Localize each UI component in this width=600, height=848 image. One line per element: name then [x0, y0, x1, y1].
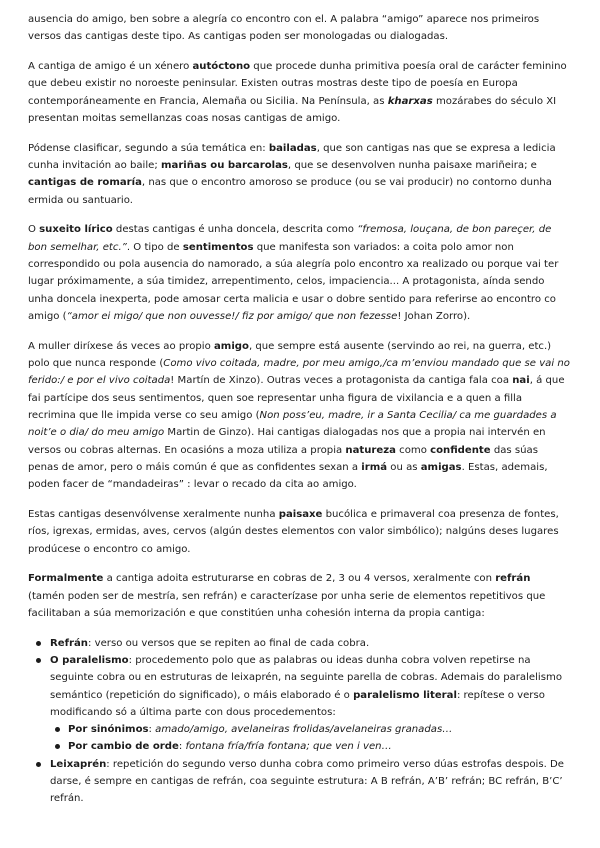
quote-johan-zorro: “amor ei migo/ que non ouvesse!/ fiz por amigo/ que non fezesse	[66, 310, 398, 322]
bullet-icon	[55, 744, 60, 749]
repetition-elements-list	[28, 635, 570, 808]
quote-martin-xinzo: Como vivo coitada, madre, por meu amigo,/ca m’enviou mandado que se vai no ferido:/ e por el vivo coitada	[28, 358, 570, 387]
term-paisaxe: paisaxe	[278, 508, 323, 520]
term-suxeito-lirico: suxeito lírico	[39, 224, 113, 236]
term-marinas: mariñas ou barcarolas	[160, 160, 288, 172]
paragraph-classification: Pódense clasificar, segundo a súa temática en: bailadas, que son cantigas nas que se expresa a ledicia cunha invitación ao baile; mariñas ou barcarolas, que se desenvolven nunha paisaxe mariñeira; e cantigas de romaría, nas que o encontro amoroso se produce (ou se vai producir) no contorno dunha ermida ou santuario.	[28, 142, 556, 206]
term-confidente: confidente	[430, 444, 491, 456]
bullet-icon	[36, 762, 41, 767]
term-sentimentos: sentimentos	[182, 241, 254, 253]
quote-martin-ginzo: Non poss’eu, madre, ir a Santa Cecilia/ ca me guardades a noit’e o dia/ do meu amigo	[28, 409, 557, 439]
term-irma: irmá	[361, 461, 388, 473]
term-autoctono: autóctono	[192, 61, 251, 73]
term-amigo: amigo	[213, 340, 249, 352]
bullet-icon	[55, 727, 60, 732]
term-natureza: natureza	[345, 444, 396, 456]
paragraph-landscape: Estas cantigas desenvólvense xeralmente nunha paisaxe bucólica e primaveral coa presenza de fontes, ríos, igrexas, ermidas, aves, cervos (algún destes elementos con valor simbólico); nalgúns deses lugares prodúcese o encontro co amigo.	[28, 508, 559, 555]
document-body	[28, 11, 570, 808]
term-romaria: cantigas de romaría	[28, 177, 142, 189]
term-nai: nai	[512, 375, 530, 387]
term-refran: refrán	[495, 573, 531, 585]
bullet-icon	[36, 658, 41, 663]
paragraph-intro-continuation: ausencia do amigo, ben sobre a alegría co encontro con el. A palabra “amigo” aparece nos primeiros versos das cantigas deste tipo. As cantigas poden ser monologadas ou dialogadas.	[28, 14, 540, 43]
paralelismo-sublist	[50, 721, 570, 756]
term-bailadas: bailadas	[268, 142, 317, 154]
term-kharxas: kharxas	[387, 95, 433, 107]
list-item-paralelismo: O paralelismo: procedemento polo que as palabras ou ideas dunha cobra volven repetirse na seguinte cobra ou en estruturas de leixaprén, na seguinte parella de cobras. Ademais do paralelismo semántico (repetición do significado), o máis elaborado é o paralelismo literal: repítese o verso modificando só a última parte con dous procedementos: Por sinónimos: amado/amigo, avelaneiras frolidas/avelaneiras granadas… Por cambio de orde: fontana fría/fría fontana; que ven i ven…	[28, 652, 570, 756]
sublist-item-cambio-orde: Por cambio de orde: fontana fría/fría fontana; que ven i ven…	[50, 738, 570, 755]
list-item-refran: Refrán: verso ou versos que se repiten ao final de cada cobra.	[28, 635, 570, 652]
paragraph-origin: A cantiga de amigo é un xénero autóctono que procede dunha primitiva poesía oral de carácter feminino que debeu existir no noroeste peninsular. Existen outras mostras deste tipo de poesía en Europa contemporáneamente en Francia, Alemaña ou Sicilia. Na Península, as kharxas mozárabes do século XI presentan moitas semellanzas coas nosas cantigas de amigo.	[28, 61, 567, 124]
list-item-leixapren: Leixaprén: repetición do segundo verso dunha cobra como primeiro verso dúas estrofas despois. De darse, é sempre en cantigas de refrán, coa seguinte estrutura: A B refrán, A’B’ refrán; BC refrán, B’C’ refrán.	[28, 756, 570, 808]
paragraph-lyric-subject: O suxeito lírico destas cantigas é unha doncela, descrita como “fremosa, louçana, de bon pareçer, de bon semelhar, etc.”. O tipo de sentimentos que manifesta son variados: a coita polo amor non correspondido ou pola ausencia do namorado, a súa alegría polo encontro xa realizado ou porque vai ter lugar próximamente, a súa timidez, arrepentimento, celos, impaciencia... A protagonista, aínda sendo unha doncela inexperta, pode amosar certa malicia e usar o dobre sentido para referirse ao encontro co amigo (“amor ei migo/ que non ouvesse!/ fiz por amigo/ que non fezesse! Johan Zorro).	[28, 224, 559, 322]
bullet-icon	[36, 641, 41, 646]
term-amigas: amigas	[420, 461, 462, 473]
term-formalmente: Formalmente	[28, 573, 104, 585]
paragraph-form: Formalmente a cantiga adoita estruturarse en cobras de 2, 3 ou 4 versos, xeralmente con refrán (tamén poden ser de mestría, sen refrán) e caracterízase por unha serie de elementos repetitivos que facilitaban a súa memorización e que constitúen unha cohesión interna da propia cantiga:	[28, 573, 546, 619]
quote-description: “fremosa, louçana, de bon pareçer, de bon semelhar, etc.”	[28, 224, 552, 253]
paragraph-interlocutors: A muller diríxese ás veces ao propio amigo, que sempre está ausente (servindo ao rei, na guerra, etc.) polo que nunca responde (Como vivo coitada, madre, por meu amigo,/ca m’enviou mandado que se vai no ferido:/ e por el vivo coitada! Martín de Xinzo). Outras veces a protagonista da cantiga fala coa nai, á que fai partícipe dos seus sentimentos, quen soe representar unha figura de vixilancia e a quen a filla recrimina que lle impida verse co seu amigo (Non poss’eu, madre, ir a Santa Cecilia/ ca me guardades a noit’e o dia/ do meu amigo Martin de Ginzo). Hai cantigas dialogadas nos que a propia nai intervén en versos ou cobras alternas. En ocasións a moza utiliza a propia natureza como confidente das súas penas de amor, pero o máis común é que as confidentes sexan a irmá ou as amigas. Estas, ademais, poden facer de “mandadeiras” : levar o recado da cita ao amigo.	[28, 340, 570, 491]
sublist-item-sinonimos: Por sinónimos: amado/amigo, avelaneiras frolidas/avelaneiras granadas…	[50, 721, 570, 738]
